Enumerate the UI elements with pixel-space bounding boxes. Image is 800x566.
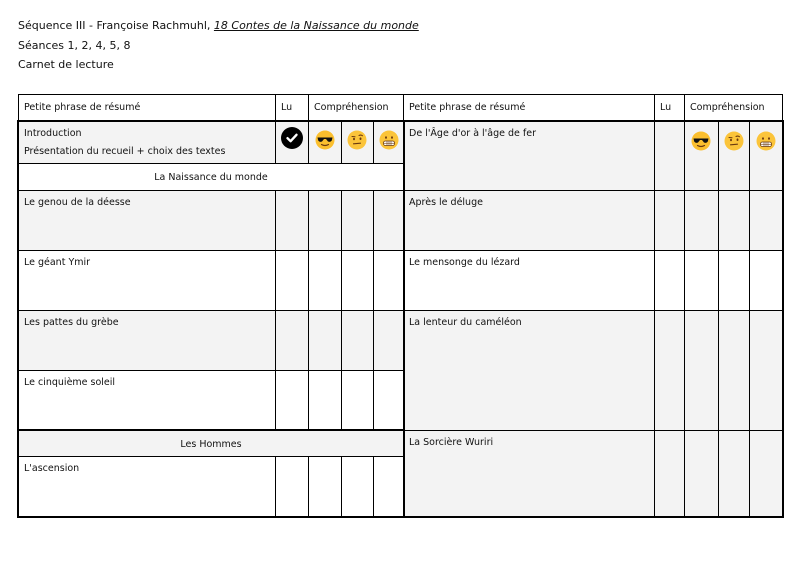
story-row-summary[interactable]: Après le déluge	[403, 190, 655, 251]
header-summary-right: Petite phrase de résumé	[403, 94, 655, 121]
comp-good-cell[interactable]	[684, 310, 719, 431]
comp-medium-cell[interactable]	[718, 250, 750, 311]
comp-good-cell[interactable]	[684, 430, 719, 517]
story-row-summary[interactable]: De l'Âge d'or à l'âge de fer	[403, 120, 655, 191]
story-row-summary[interactable]: L'ascension	[18, 456, 276, 517]
comp-medium-cell[interactable]	[341, 190, 374, 251]
header-comprehension-right: Compréhension	[684, 94, 783, 121]
sunglasses-face-icon	[690, 130, 712, 152]
grimacing-face-icon	[378, 129, 400, 151]
comp-medium-cell[interactable]	[341, 310, 374, 371]
header-read-right: Lu	[654, 94, 685, 121]
section-header-naissance: La Naissance du monde	[18, 163, 404, 191]
comp-bad-cell[interactable]	[749, 250, 783, 311]
intro-cell[interactable]	[18, 120, 276, 164]
comp-bad-cell[interactable]	[373, 456, 404, 517]
story-row-summary[interactable]: Le mensonge du lézard	[403, 250, 655, 311]
read-cell[interactable]	[654, 310, 685, 431]
comp-bad-cell[interactable]	[373, 250, 404, 311]
read-cell[interactable]	[275, 250, 309, 311]
check-circle-shape	[281, 127, 303, 149]
story-row-summary[interactable]: Le géant Ymir	[18, 250, 276, 311]
book-title: 18 Contes de la Naissance du monde	[213, 19, 419, 32]
comp-medium-cell[interactable]	[718, 310, 750, 431]
comp-bad-cell[interactable]	[749, 310, 783, 431]
raised-eyebrow-face-icon	[346, 129, 368, 151]
comp-good-cell[interactable]	[308, 250, 342, 311]
comp-bad-cell[interactable]	[749, 430, 783, 517]
read-cell[interactable]	[275, 310, 309, 371]
comp-bad-cell[interactable]	[749, 190, 783, 251]
comp-medium-cell[interactable]	[718, 430, 750, 517]
grimacing-face-icon	[755, 130, 777, 152]
header-read-left: Lu	[275, 94, 309, 121]
read-cell[interactable]	[654, 430, 685, 517]
comp-good-cell[interactable]	[308, 190, 342, 251]
comp-medium-cell[interactable]	[341, 370, 374, 431]
comp-medium-cell[interactable]	[341, 250, 374, 311]
comp-bad-cell[interactable]	[373, 310, 404, 371]
raised-eyebrow-face-icon	[723, 130, 745, 152]
read-cell[interactable]	[275, 190, 309, 251]
comp-good-cell[interactable]	[684, 250, 719, 311]
header-comprehension-left: Compréhension	[308, 94, 404, 121]
story-row-summary[interactable]: Les pattes du grèbe	[18, 310, 276, 371]
read-cell[interactable]	[654, 190, 685, 251]
comp-good-cell[interactable]	[308, 456, 342, 517]
sunglasses-face-icon	[314, 129, 336, 151]
comp-bad-cell[interactable]	[373, 190, 404, 251]
comp-medium-cell[interactable]	[341, 456, 374, 517]
comp-good-cell[interactable]	[308, 310, 342, 371]
read-cell[interactable]	[275, 456, 309, 517]
comp-bad-cell[interactable]	[373, 370, 404, 431]
notebook-title: Carnet de lecture	[18, 58, 114, 71]
intro-description: Présentation du recueil + choix des textes	[24, 146, 226, 157]
story-row-summary[interactable]: La Sorcière Wuriri	[403, 430, 655, 517]
story-row-summary[interactable]: La lenteur du caméléon	[403, 310, 655, 431]
read-cell[interactable]	[654, 250, 685, 311]
story-row-summary[interactable]: Le cinquième soleil	[18, 370, 276, 431]
section-header-hommes: Les Hommes	[18, 430, 404, 457]
header-summary-left: Petite phrase de résumé	[18, 94, 276, 121]
title-prefix: Séquence III - Françoise Rachmuhl,	[18, 19, 214, 32]
checkmark-glyph	[285, 131, 299, 145]
check-circle-icon	[280, 126, 304, 150]
comp-medium-cell[interactable]	[718, 190, 750, 251]
comp-good-cell[interactable]	[308, 370, 342, 431]
read-cell[interactable]	[654, 120, 685, 191]
sessions-line: Séances 1, 2, 4, 5, 8	[18, 39, 131, 52]
comp-good-cell[interactable]	[684, 190, 719, 251]
read-cell[interactable]	[275, 370, 309, 431]
story-row-summary[interactable]: Le genou de la déesse	[18, 190, 276, 251]
intro-title: Introduction	[24, 128, 82, 139]
